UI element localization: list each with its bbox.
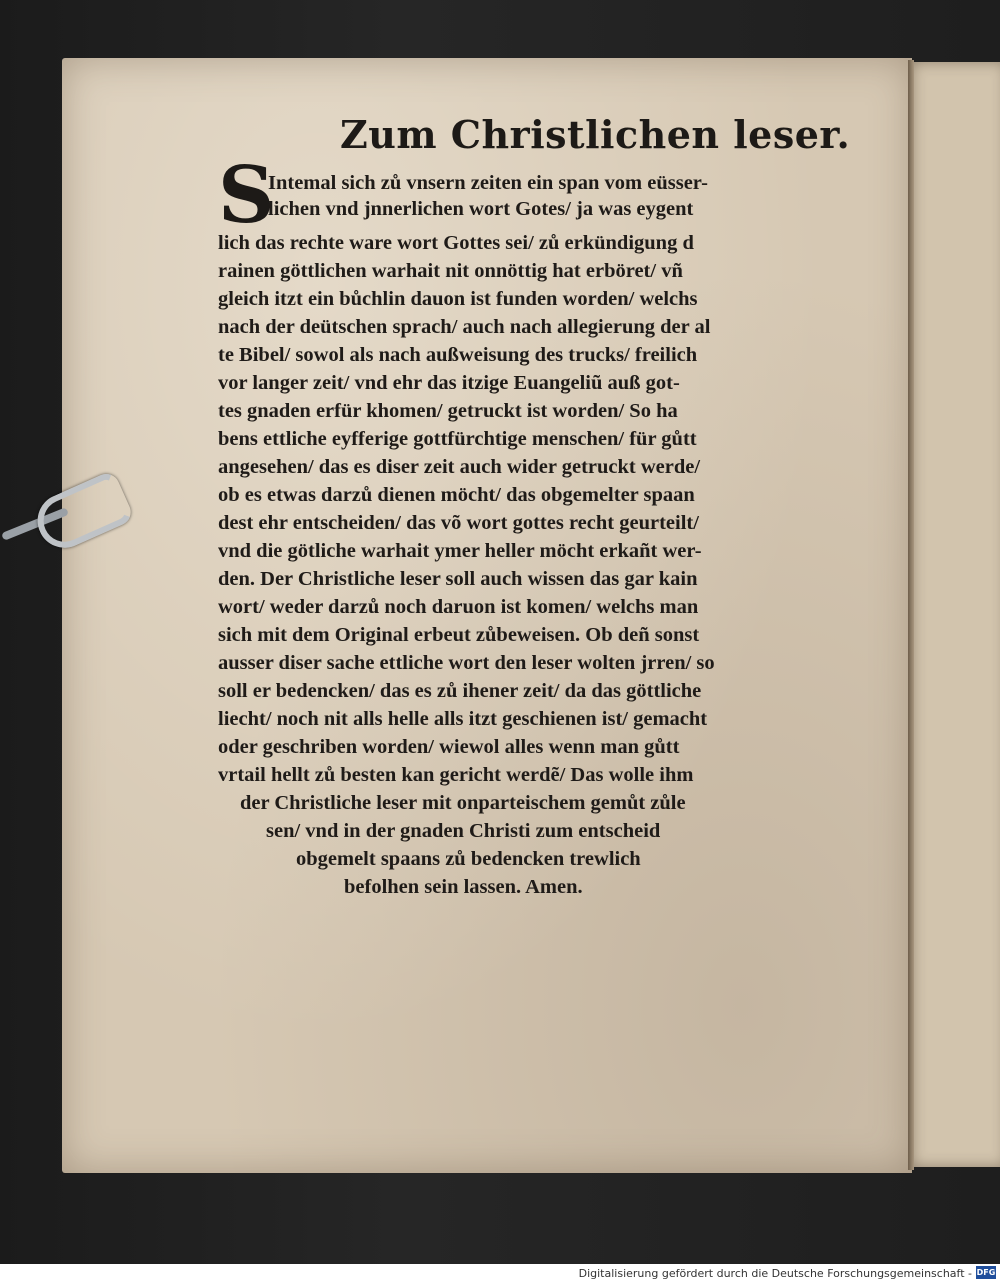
- text-line: wort/ weder darzů noch daruon ist komen/ welchs man: [218, 596, 699, 618]
- text-line: sich mit dem Original erbeut zůbeweisen. Ob deñ sonst: [218, 624, 700, 646]
- facing-page: [906, 62, 1000, 1167]
- text-line: angesehen/ das es diser zeit auch wider getruckt werde/: [218, 456, 701, 478]
- text-line: rainen göttlichen warhait nit onnöttig hat erböret/ vñ: [218, 260, 683, 282]
- text-line: ob es etwas darzů dienen möcht/ das obgemelter spaan: [218, 484, 695, 506]
- text-line: liecht/ noch nit alls helle alls itzt geschienen ist/ gemacht: [218, 708, 708, 730]
- text-line: lich das rechte ware wort Gottes sei/ zů erkündigung d: [218, 232, 694, 254]
- text-line: ausser diser sache ettliche wort den leser wolten jrren/ so: [218, 652, 715, 674]
- text-line: te Bibel/ sowol als nach außweisung des trucks/ freilich: [218, 344, 698, 366]
- text-line: lichen vnd jnnerlichen wort Gotes/ ja was eygent: [268, 198, 694, 220]
- text-line: der Christliche leser mit onparteischem gemůt zůle: [240, 792, 686, 814]
- text-line: dest ehr entscheiden/ das võ wort gottes recht geurteilt/: [218, 512, 699, 534]
- text-line: gleich itzt ein bůchlin dauon ist funden worden/ welchs: [218, 288, 698, 310]
- text-line: vnd die götliche warhait ymer heller möcht erkañt wer-: [218, 540, 702, 562]
- text-line: sen/ vnd in der gnaden Christi zum entscheid: [266, 820, 661, 842]
- text-line: bens ettliche eyfferige gottfürchtige menschen/ für gůtt: [218, 428, 697, 450]
- text-line: obgemelt spaans zů bedencken trewlich: [296, 848, 641, 870]
- text-line: oder geschriben worden/ wiewol alles wenn man gůtt: [218, 736, 680, 758]
- text-line: nach der deütschen sprach/ auch nach allegierung der al: [218, 316, 711, 338]
- page-title: Zum Christlichen leser.: [340, 112, 851, 157]
- book-gutter: [908, 60, 914, 1170]
- text-line: Intemal sich zů vnsern zeiten ein span vom eüsser-: [268, 172, 708, 194]
- text-line: soll er bedencken/ das es zů ihener zeit/ da das göttliche: [218, 680, 702, 702]
- text-line: vor langer zeit/ vnd ehr das itzige Euangeliũ auß got-: [218, 372, 680, 394]
- text-line: den. Der Christliche leser soll auch wissen das gar kain: [218, 568, 698, 590]
- text-line: befolhen sein lassen. Amen.: [344, 876, 583, 898]
- drop-cap: S: [218, 150, 275, 241]
- dfg-logo-icon: DFG: [976, 1268, 996, 1277]
- text-line: vrtail hellt zů besten kan gericht werdẽ/ Das wolle ihm: [218, 764, 694, 786]
- text-line: tes gnaden erfür khomen/ getruckt ist worden/ So ha: [218, 400, 678, 422]
- footer-credit: Digitalisierung gefördert durch die Deutsche Forschungsgemeinschaft -: [578, 1267, 972, 1280]
